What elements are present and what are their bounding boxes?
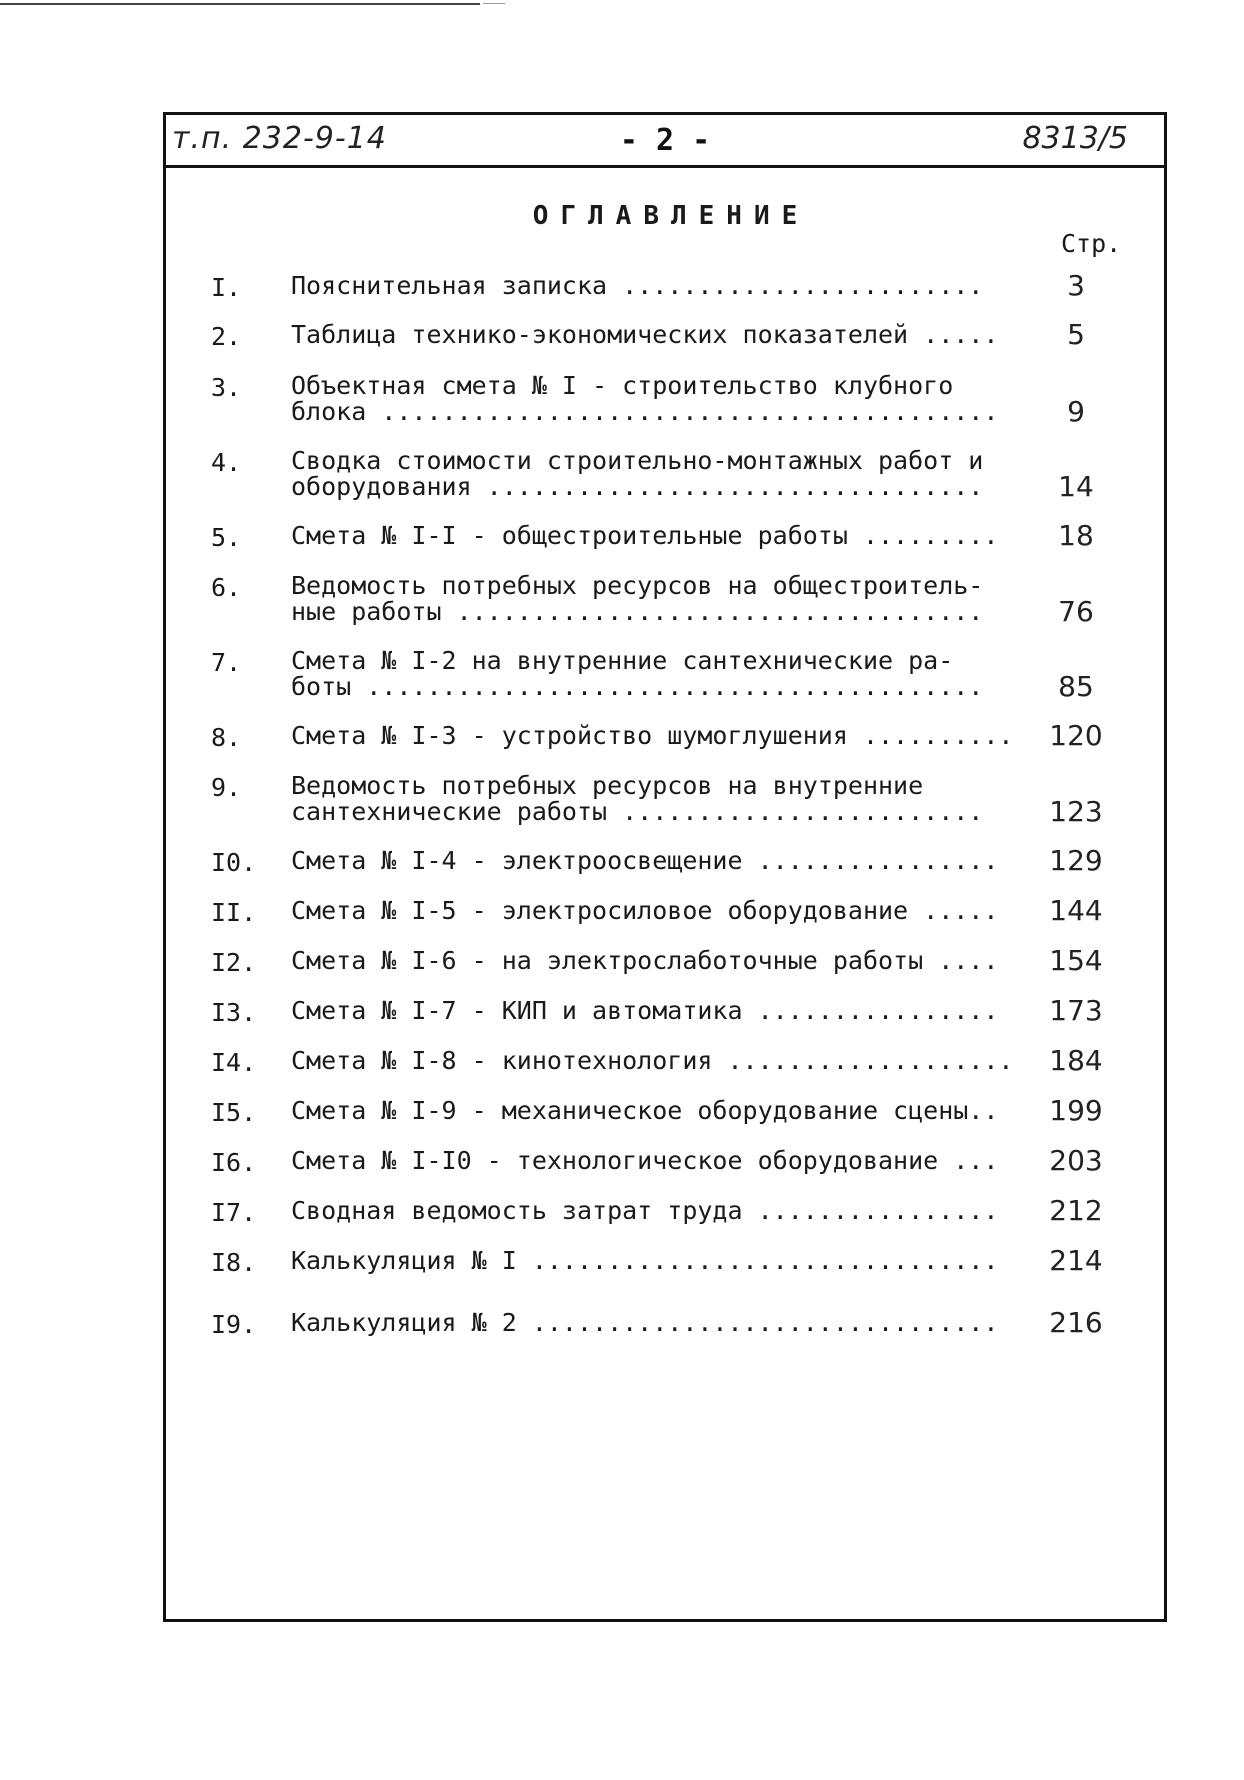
toc-entry-page: 76 [1058,595,1094,628]
toc-entry-text: Смета № I-5 - электросиловое оборудование ..... [291,896,999,925]
toc-entry-text: Сводка стоимости строительно-монтажных работ и [291,446,984,475]
toc-entry-page: 5 [1067,318,1085,351]
toc-entry-number: II. [211,898,257,927]
toc-entry-text: Сводная ведомость затрат труда ................ [291,1196,999,1225]
toc-entry-text: Ведомость потребных ресурсов на общестроитель- [291,571,984,600]
toc-entry-number: I9. [211,1310,257,1339]
toc-entry-page: 199 [1049,1094,1103,1127]
toc-entry-number: I4. [211,1048,257,1077]
page-column-label: Стр. [1061,229,1122,258]
toc-entry-page: 3 [1067,269,1085,302]
toc-entry-page: 129 [1049,844,1103,877]
toc-entry-page: 203 [1049,1144,1103,1177]
toc-entry-text: Смета № I-2 на внутренние сантехнические ра- [291,646,954,675]
scan-edge-line [0,3,480,5]
toc-entry-text: Смета № I-9 - механическое оборудование сцены.. [291,1096,999,1125]
toc-entry-page: 123 [1049,795,1103,828]
toc-entry-page: 184 [1049,1044,1103,1077]
toc-entry-number: I. [211,273,242,302]
document-code: т.п. 232-9-14 [172,121,387,156]
toc-entry-text: Калькуляция № 2 ............................... [291,1308,999,1337]
toc-entry-page: 144 [1049,894,1103,927]
toc-entry-text: Калькуляция № I ............................... [291,1246,999,1275]
toc-entry-text: боты ......................................... [291,672,984,701]
toc-entry-page: 214 [1049,1244,1103,1277]
toc-entry-text: Смета № I-I0 - технологическое оборудование ... [291,1146,999,1175]
toc-entry-text: Смета № I-I - общестроительные работы ......... [291,521,999,550]
table-of-contents [166,115,1164,1619]
toc-entry-text: оборудования ................................. [291,472,984,501]
toc-entry-number: 6. [211,573,242,602]
toc-entry-text: Объектная смета № I - строительство клубного [291,371,954,400]
toc-entry-text: Пояснительная записка ........................ [291,271,984,300]
toc-entry-number: I2. [211,948,257,977]
toc-entry-page: 173 [1049,994,1103,1027]
toc-entry-text: Смета № I-4 - электроосвещение ................ [291,846,999,875]
toc-entry-number: I7. [211,1198,257,1227]
toc-entry-text: Таблица технико-экономических показателей ..... [291,320,999,349]
toc-entry-text: Смета № I-8 - кинотехнология ................... [291,1046,1014,1075]
toc-entry-text: Смета № I-6 - на электрослаботочные работы .... [291,946,999,975]
toc-entry-number: 2. [211,322,242,351]
scan-edge-mark [483,3,505,4]
toc-title: ОГЛАВЛЕНИЕ [532,201,810,231]
toc-entry-text: ные работы ................................... [291,597,984,626]
toc-entry-text: Смета № I-3 - устройство шумоглушения .......... [291,721,1014,750]
toc-entry-text: Ведомость потребных ресурсов на внутренние [291,771,924,800]
toc-entry-page: 14 [1058,470,1094,503]
toc-entry-page: 85 [1058,670,1094,703]
toc-entry-page: 212 [1049,1194,1103,1227]
toc-entry-text: сантехнические работы ........................ [291,797,984,826]
toc-entry-text: блока ......................................... [291,397,999,426]
document-number: 8313/5 [1022,121,1128,156]
toc-entry-number: 9. [211,773,242,802]
toc-entry-page: 154 [1049,944,1103,977]
toc-entry-number: 5. [211,523,242,552]
toc-entry-number: I6. [211,1148,257,1177]
toc-entry-number: I3. [211,998,257,1027]
toc-entry-page: 120 [1049,719,1103,752]
toc-entry-page: 18 [1058,519,1094,552]
page-frame [163,112,1167,1622]
toc-entry-page: 9 [1067,395,1085,428]
toc-entry-number: 4. [211,448,242,477]
toc-entry-number: I5. [211,1098,257,1127]
toc-entry-number: I0. [211,848,257,877]
toc-entry-number: 8. [211,723,242,752]
toc-entry-page: 216 [1049,1306,1103,1339]
toc-entry-text: Смета № I-7 - КИП и автоматика ................ [291,996,999,1025]
toc-entry-number: 3. [211,373,242,402]
toc-entry-number: 7. [211,648,242,677]
toc-entry-number: I8. [211,1248,257,1277]
page-number: - 2 - [619,123,711,158]
